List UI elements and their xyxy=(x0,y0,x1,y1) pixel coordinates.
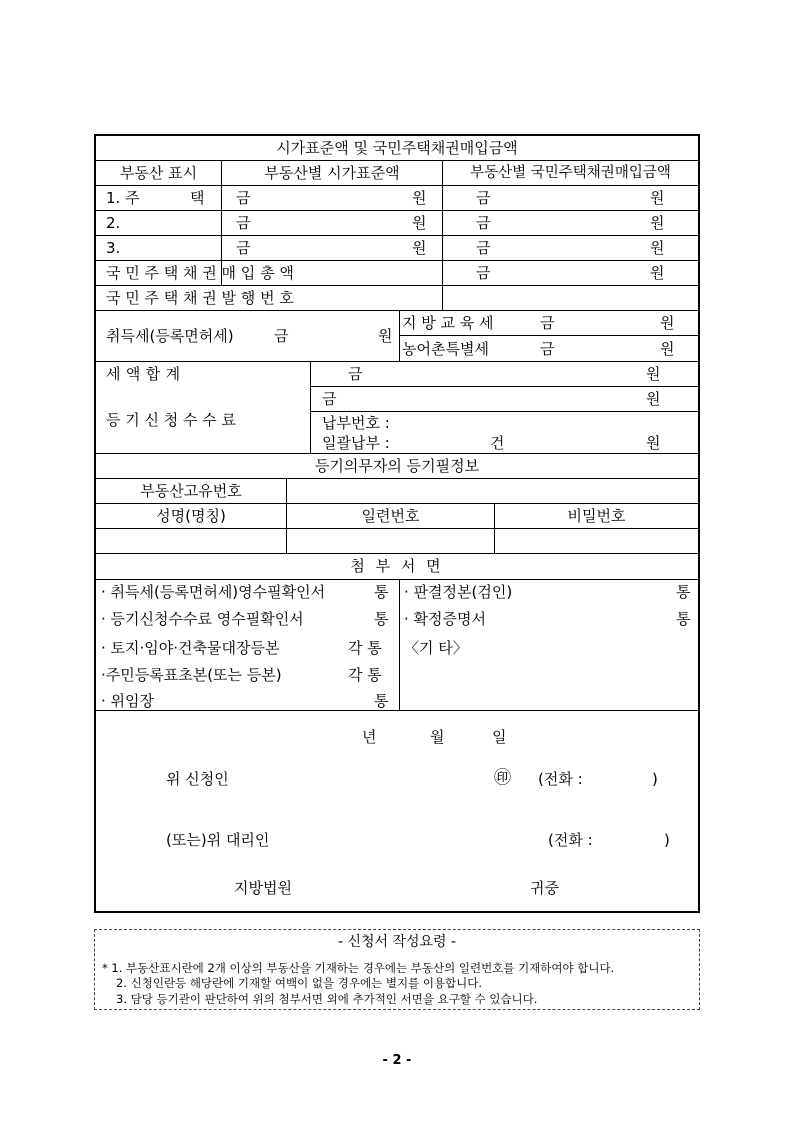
section2-title: 등기의무자의 등기필정보 xyxy=(314,457,480,475)
row1-standard-won: 원 xyxy=(412,189,427,207)
instruction-line: 3. 담당 등기관이 판단하여 위의 첨부서면 외에 추가적인 서면을 요구할 수 있습니다. xyxy=(116,992,538,1006)
row3-standard-won: 원 xyxy=(412,239,427,257)
attachment-count: 통 xyxy=(374,692,389,710)
property-id-label: 부동산고유번호 xyxy=(140,482,242,500)
row3-label: 3. xyxy=(106,239,121,257)
agent-phone-close: ) xyxy=(664,831,670,849)
rule xyxy=(96,235,698,236)
agent-label: (또는)위 대리인 xyxy=(166,831,270,849)
rule xyxy=(399,310,400,361)
row1-bond-geum: 금 xyxy=(476,189,491,207)
attachment-other: 〈기 타〉 xyxy=(404,639,468,657)
rule xyxy=(96,579,698,580)
name-label: 성명(명칭) xyxy=(156,507,226,525)
attachment-item: · 취득세(등록면허세)영수필확인서 xyxy=(101,583,326,601)
bond-total-won: 원 xyxy=(650,264,665,282)
rule xyxy=(399,579,400,710)
applicant-label: 위 신청인 xyxy=(166,770,229,788)
attachment-count: 통 xyxy=(676,583,691,601)
rule xyxy=(96,710,698,711)
payment-no-label: 납부번호 : xyxy=(322,414,390,432)
instructions-title: - 신청서 작성요령 - xyxy=(337,934,457,950)
agent-phone: (전화 : xyxy=(548,831,593,849)
page-number: - 2 - xyxy=(382,1053,412,1068)
row1-standard-geum: 금 xyxy=(236,189,251,207)
col-header-property: 부동산 표시 xyxy=(119,164,198,182)
local-edu-tax-won: 원 xyxy=(660,314,675,332)
court-label: 지방법원 xyxy=(234,879,292,897)
row3-bond-geum: 금 xyxy=(476,239,491,257)
reg-fee-won: 원 xyxy=(646,390,661,408)
bulk-payment-won: 원 xyxy=(646,434,661,452)
row2-label: 2. xyxy=(106,214,121,232)
row3-standard-geum: 금 xyxy=(236,239,251,257)
rule xyxy=(310,361,311,453)
bulk-payment-count-unit: 건 xyxy=(490,434,505,452)
bond-issue-label: 국 민 주 택 채 권 발 행 번 호 xyxy=(106,289,294,307)
instruction-line: * 1. 부동산표시란에 2개 이상의 부동산을 기재하는 경우에는 부동산의 일련번호를 기재하여야 합니다. xyxy=(102,961,615,975)
acq-tax-geum: 금 xyxy=(274,327,289,345)
rule xyxy=(96,553,698,554)
tax-total-won: 원 xyxy=(646,365,661,383)
rule xyxy=(96,478,698,479)
registration-application-form xyxy=(94,134,700,913)
serial-label: 일련번호 xyxy=(361,507,420,525)
rule xyxy=(399,335,698,336)
row3-bond-won: 원 xyxy=(650,239,665,257)
tax-total-geum: 금 xyxy=(348,365,363,383)
seal-mark: ㊞ xyxy=(494,768,511,788)
rule xyxy=(96,260,698,261)
row2-standard-won: 원 xyxy=(412,214,427,232)
attachment-count: 각 통 xyxy=(348,639,382,657)
applicant-phone: (전화 : xyxy=(538,770,583,788)
row1-label-word: 택 xyxy=(190,189,205,207)
row2-bond-won: 원 xyxy=(650,214,665,232)
attachment-count: 통 xyxy=(374,583,389,601)
rule xyxy=(96,310,698,311)
attachment-item: · 판결정본(검인) xyxy=(404,583,513,601)
attachment-item: ·주민등록표초본(또는 등본) xyxy=(101,666,282,684)
row1-label: 1. 주 xyxy=(106,189,140,207)
rule xyxy=(310,411,698,412)
attachment-count: 통 xyxy=(676,610,691,628)
attachment-item: · 토지·임야·건축물대장등본 xyxy=(101,639,280,657)
tax-total-label: 세 액 합 계 xyxy=(106,365,181,383)
attachment-item: · 등기신청수수료 영수필확인서 xyxy=(101,610,304,628)
reg-fee-geum: 금 xyxy=(322,390,337,408)
rule xyxy=(96,160,698,161)
row2-bond-geum: 금 xyxy=(476,214,491,232)
row1-bond-won: 원 xyxy=(650,189,665,207)
attachments-title: 첨 부 서 면 xyxy=(350,557,444,575)
acq-tax-label: 취득세(등록면허세) xyxy=(106,327,234,345)
rule xyxy=(96,361,698,362)
local-edu-tax-geum: 금 xyxy=(540,314,555,332)
rule xyxy=(96,185,698,186)
reg-fee-label: 등 기 신 청 수 수 료 xyxy=(106,411,237,429)
rural-tax-won: 원 xyxy=(660,340,675,358)
bulk-payment-label: 일괄납부 : xyxy=(322,434,390,452)
attachment-count: 통 xyxy=(374,610,389,628)
court-suffix: 귀중 xyxy=(530,879,559,897)
attachment-count: 각 통 xyxy=(348,666,382,684)
date-year: 년 xyxy=(362,728,377,746)
rule xyxy=(96,453,698,454)
local-edu-tax-label: 지 방 교 육 세 xyxy=(402,314,494,332)
rule xyxy=(96,210,698,211)
date-month: 월 xyxy=(430,728,445,746)
rule xyxy=(96,285,698,286)
attachment-item: · 위임장 xyxy=(101,692,155,710)
rule xyxy=(96,503,698,504)
col-header-standard-value: 부동산별 시가표준액 xyxy=(264,164,400,182)
rule xyxy=(310,386,698,387)
col-header-bond-amount: 부동산별 국민주택채권매입금액 xyxy=(470,165,671,181)
bond-total-label: 국 민 주 택 채 권 매 입 총 액 xyxy=(106,264,294,282)
bond-total-geum: 금 xyxy=(476,264,491,282)
acq-tax-won: 원 xyxy=(378,327,393,345)
attachment-item: · 확정증명서 xyxy=(404,610,486,628)
date-day: 일 xyxy=(492,728,507,746)
row2-standard-geum: 금 xyxy=(236,214,251,232)
applicant-phone-close: ) xyxy=(652,770,658,788)
rule xyxy=(96,528,698,529)
rural-tax-label: 농어촌특별세 xyxy=(402,340,489,358)
rural-tax-geum: 금 xyxy=(540,340,555,358)
password-label: 비밀번호 xyxy=(567,507,626,525)
instructions-box xyxy=(94,929,700,1010)
section1-title: 시가표준액 및 국민주택채권매입금액 xyxy=(276,139,518,157)
instruction-line: 2. 신청인란등 해당란에 기재할 여백이 없을 경우에는 별지를 이용합니다. xyxy=(116,976,483,990)
